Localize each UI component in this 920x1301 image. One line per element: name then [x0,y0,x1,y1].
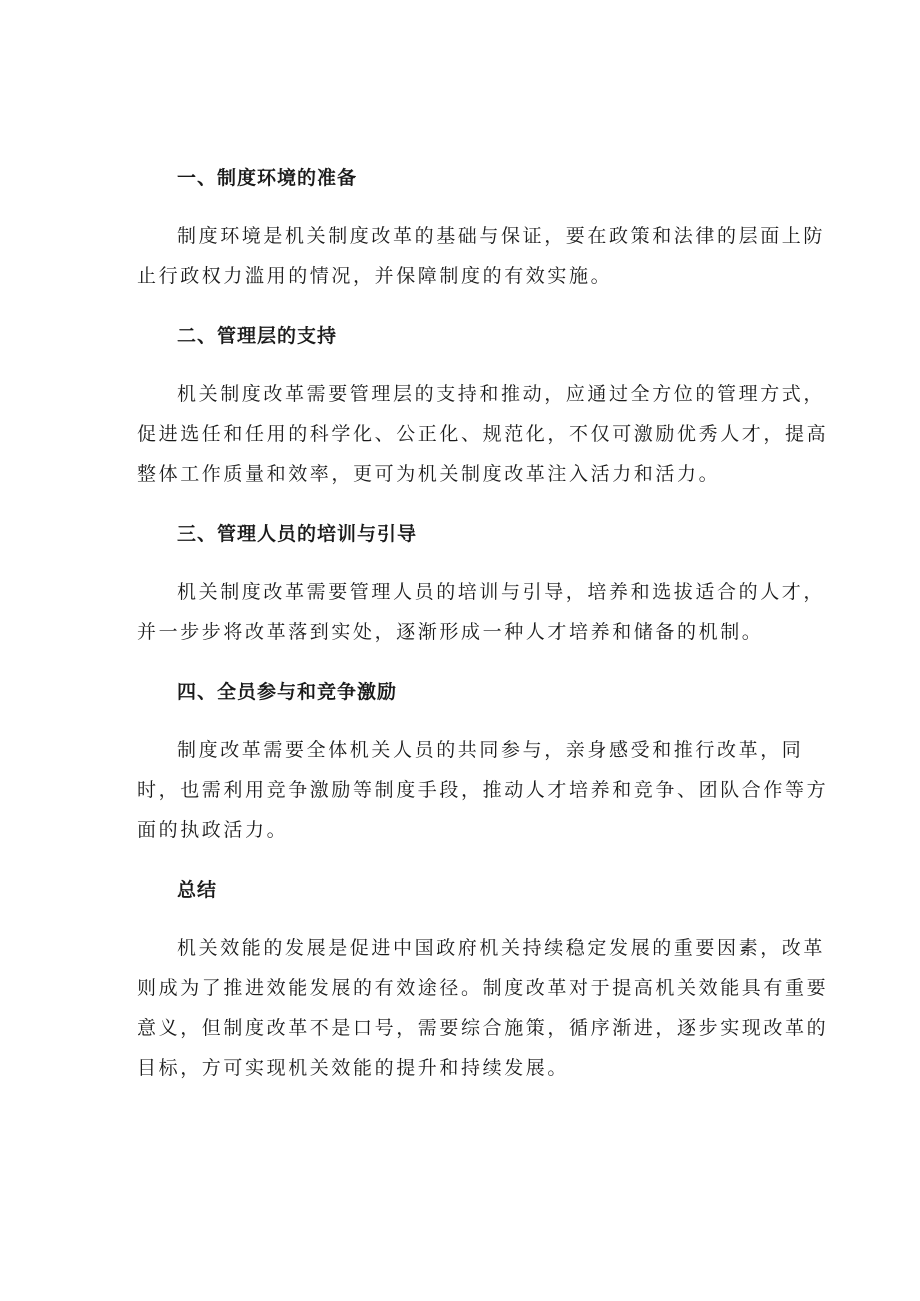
paragraph-line: 制度环境是机关制度改革的基础与保证，要在政策和法律的层面上防 [177,225,826,247]
section-heading-summary: 总结 [177,879,218,901]
section-heading-training: 三、管理人员的培训与引导 [177,523,418,545]
section-paragraph-summary [137,928,829,1088]
paragraph-line: 意义，但制度改革不是口号，需要综合施策，循序渐进，逐步实现改革的 [137,1017,829,1039]
section-heading-environment: 一、制度环境的准备 [177,167,358,189]
section-heading-participation: 四、全员参与和竞争激励 [177,681,398,703]
paragraph-line: 机关制度改革需要管理层的支持和推动，应通过全方位的管理方式， [177,383,826,405]
paragraph-line: 并一步步将改革落到实处，逐渐形成一种人才培养和储备的机制。 [137,621,764,643]
paragraph-line: 则成为了推进效能发展的有效途径。制度改革对于提高机关效能具有重要 [137,977,829,999]
section-paragraph-management-support [137,374,829,494]
paragraph-line: 制度改革需要全体机关人员的共同参与，亲身感受和推行改革，同 [177,739,804,761]
paragraph-line: 止行政权力滥用的情况，并保障制度的有效实施。 [137,265,613,287]
section-paragraph-participation [137,730,829,850]
paragraph-line: 促进选任和任用的科学化、公正化、规范化，不仅可激励优秀人才，提高 [137,423,829,445]
paragraph-line: 目标，方可实现机关效能的提升和持续发展。 [137,1057,570,1079]
document-body [137,160,829,1110]
section-heading-management-support: 二、管理层的支持 [177,325,338,347]
paragraph-line: 时，也需利用竞争激励等制度手段，推动人才培养和竞争、团队合作等方 [137,779,829,801]
paragraph-line: 面的执政活力。 [137,819,289,841]
paragraph-line: 机关制度改革需要管理人员的培训与引导，培养和选拔适合的人才， [177,581,826,603]
paragraph-line: 机关效能的发展是促进中国政府机关持续稳定发展的重要因素，改革 [177,937,826,959]
paragraph-line: 整体工作质量和效率，更可为机关制度改革注入活力和活力。 [137,463,721,485]
section-paragraph-training [137,572,826,652]
section-paragraph-environment [137,216,826,296]
